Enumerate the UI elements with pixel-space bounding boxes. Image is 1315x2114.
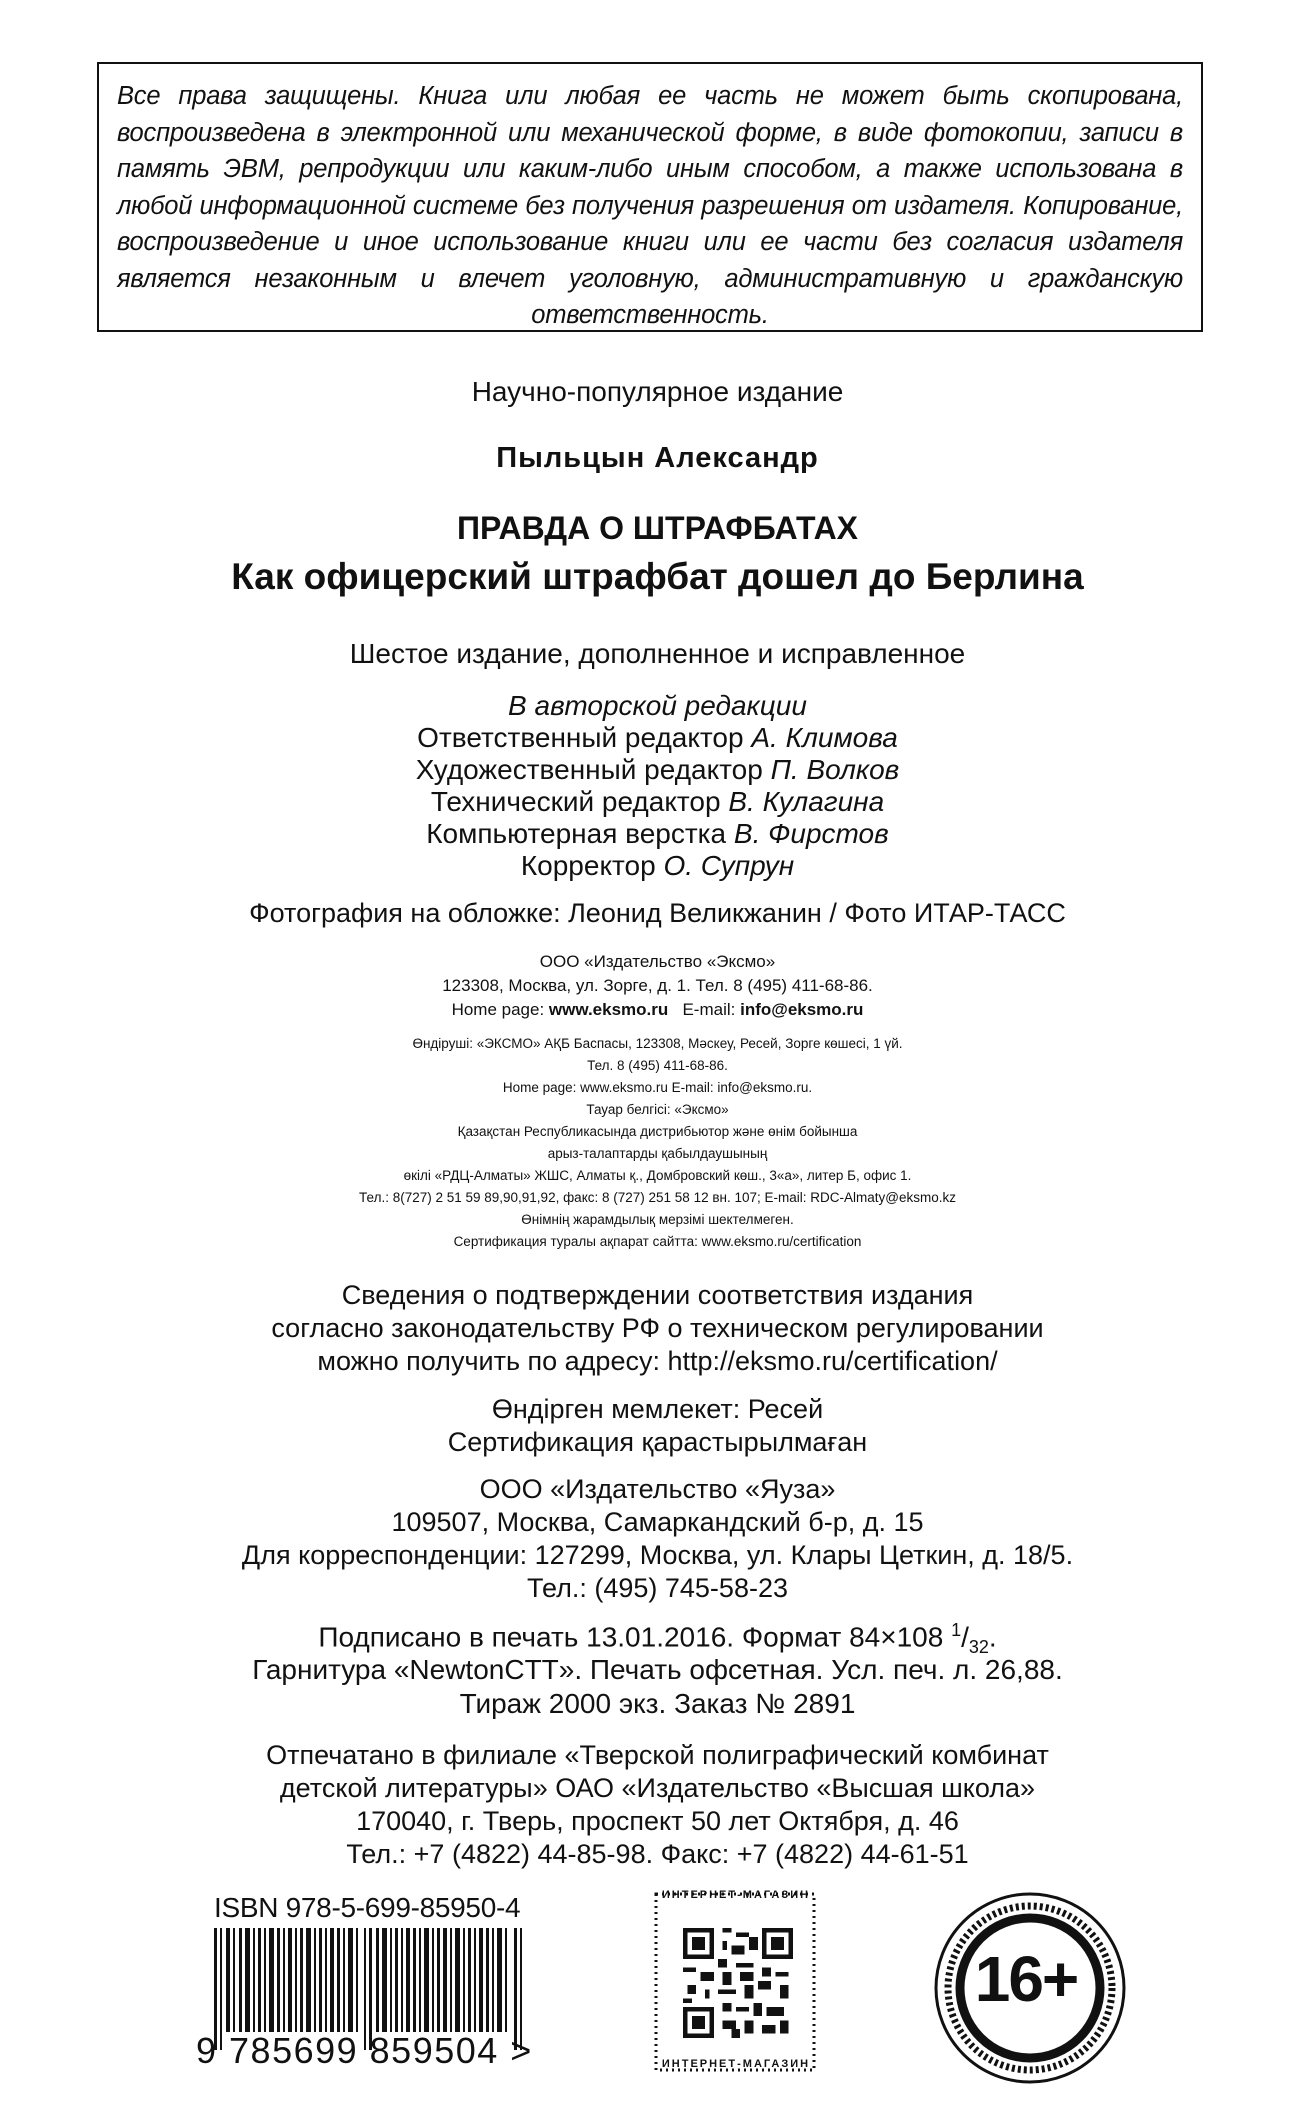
certification-line: можно получить по адресу: http://eksmo.ru/certification/	[317, 1346, 998, 1376]
publisher-contacts	[0, 1000, 1315, 1020]
home-page-link[interactable]: www.eksmo.ru	[548, 1000, 669, 1019]
kz-info-line: Тел. 8 (495) 411-68-86.	[587, 1058, 728, 1073]
credit-role: Технический редактор	[430, 786, 721, 817]
origin-line: Сертификация қарастырылмаған	[447, 1427, 868, 1457]
home-page-label: Home page:	[451, 1000, 545, 1019]
kz-info-line: Қазақстан Республикасында дистрибьютор және өнім бойынша	[457, 1124, 858, 1139]
cover-photo-credit: Фотография на обложке: Леонид Великжанин / Фото ИТАР-ТАСС	[249, 898, 1066, 928]
credit-name: А. Климова	[751, 722, 898, 753]
printed-at-line: Отпечатано в филиале «Тверской полиграфический комбинат	[266, 1740, 1049, 1770]
credit-name: О. Супрун	[663, 850, 795, 881]
rights-notice-box	[97, 62, 1203, 332]
credit-name: В. Кулагина	[728, 786, 885, 817]
authors-edition-note: В авторской редакции	[508, 690, 807, 721]
credit-name: В. Фирстов	[733, 818, 889, 849]
kz-info-line: Өнімнің жарамдылық мерзімі шектелмеген.	[521, 1212, 794, 1227]
certification-line: Сведения о подтверждении соответствия издания	[341, 1280, 974, 1310]
credit-role: Компьютерная верстка	[426, 818, 727, 849]
credit-line	[0, 850, 1315, 882]
rights-notice-text: Все права защищены. Книга или любая ее часть не может быть скопирована, воспроизведена в электронной или механической форме, в виде фотокопии, записи в память ЭВМ, репродукции или каким-либо иным способом, а также использована в любой информационной системе без получения разрешения от издателя. Копирование, воспроизведение и иное использование книги или ее части без согласия издателя является незаконным и влечет уголовную, административную и гражданскую ответственность.	[117, 82, 1183, 329]
yauza-line: Тел.: (495) 745-58-23	[527, 1573, 788, 1603]
kz-info-line: Home page: www.eksmo.ru E-mail: info@eksmo.ru.	[502, 1080, 813, 1095]
edition-type: Научно-популярное издание	[471, 376, 844, 407]
email-label: E-mail:	[682, 1000, 736, 1019]
kz-info-line: Өндіруші: «ЭКСМО» АҚБ Баспасы, 123308, Мәскеу, Ресей, Зорге көшесі, 1 үй.	[412, 1036, 903, 1051]
qr-code-icon[interactable]	[683, 1928, 793, 2038]
online-store-label: ИНТЕРНЕТ-МАГАЗИН	[661, 1889, 811, 1901]
credit-line	[0, 722, 1315, 754]
print-signed-suffix: .	[988, 1621, 997, 1653]
printed-at-line: Тел.: +7 (4822) 44-85-98. Факс: +7 (4822) 44-61-51	[346, 1839, 969, 1869]
book-title: ПРАВДА О ШТРАФБАТАХ	[456, 510, 859, 546]
kz-info-line: Тел.: 8(727) 2 51 59 89,90,91,92, факс: 8 (727) 251 58 12 вн. 107; E-mail: RDC-Almaty@eksmo.kz	[359, 1190, 956, 1205]
typeface-line: Гарнитура «NewtonCTT». Печать офсетная. Усл. печ. л. 26,88.	[252, 1654, 1063, 1685]
age-rating-label: 16+	[974, 1943, 1078, 2015]
yauza-line: ООО «Издательство «Яуза»	[479, 1474, 836, 1504]
print-signed-line: Подписано в печать 13.01.2016. Формат 84×108 $^1/_{32}$.	[318, 1620, 997, 1657]
origin-line: Өндірген мемлекет: Ресей	[491, 1394, 824, 1424]
book-subtitle: Как офицерский штрафбат дошел до Берлина	[231, 556, 1084, 597]
barcode-digits: 9 785699 859504 >	[196, 2030, 533, 2071]
author-name: Пыльцын Александр	[496, 442, 819, 474]
publisher-name: ООО «Издательство «Эксмо»	[539, 952, 776, 971]
credit-role: Ответственный редактор	[417, 722, 744, 753]
online-store-label: ИНТЕРНЕТ-МАГАЗИН	[661, 2058, 811, 2070]
isbn-number: ISBN 978-5-699-85950-4	[214, 1892, 521, 1923]
publisher-address: 123308, Москва, ул. Зорге, д. 1. Тел. 8 (495) 411-68-86.	[442, 976, 873, 995]
print-run-line: Тираж 2000 экз. Заказ № 2891	[459, 1688, 856, 1719]
email-link[interactable]: info@eksmo.ru	[740, 1000, 864, 1019]
yauza-line: 109507, Москва, Самаркандский б-р, д. 15	[391, 1507, 924, 1537]
printed-at-line: 170040, г. Тверь, проспект 50 лет Октября, д. 46	[356, 1806, 959, 1836]
format-fraction-numerator: 1	[951, 1620, 962, 1640]
print-signed-text: Подписано в печать 13.01.2016. Формат 84×108	[318, 1621, 952, 1653]
kz-info-line: Тауар белгісі: «Эксмо»	[586, 1102, 729, 1117]
credit-line	[0, 754, 1315, 786]
credit-line	[0, 786, 1315, 818]
yauza-line: Для корреспонденции: 127299, Москва, ул. Клары Цеткин, д. 18/5.	[241, 1540, 1074, 1570]
printed-at-line: детской литературы» ОАО «Издательство «Высшая школа»	[279, 1773, 1036, 1803]
format-fraction-denominator: 32	[968, 1636, 989, 1657]
credit-role: Корректор	[520, 850, 656, 881]
credit-role: Художественный редактор	[415, 754, 763, 785]
kz-info-line: өкілі «РДЦ-Алматы» ЖШС, Алматы қ., Домбровский көш., 3«а», литер Б, офис 1.	[403, 1168, 912, 1183]
certification-line: согласно законодательству РФ о техническом регулировании	[271, 1313, 1044, 1343]
edition-note: Шестое издание, дополненное и исправленное	[349, 638, 966, 669]
credit-name: П. Волков	[770, 754, 900, 785]
kz-info-line: арыз-талаптарды қабылдаушының	[547, 1146, 768, 1161]
kz-info-line: Сертификация туралы ақпарат сайтта: www.eksmo.ru/certification	[453, 1234, 862, 1249]
credit-line	[0, 818, 1315, 850]
